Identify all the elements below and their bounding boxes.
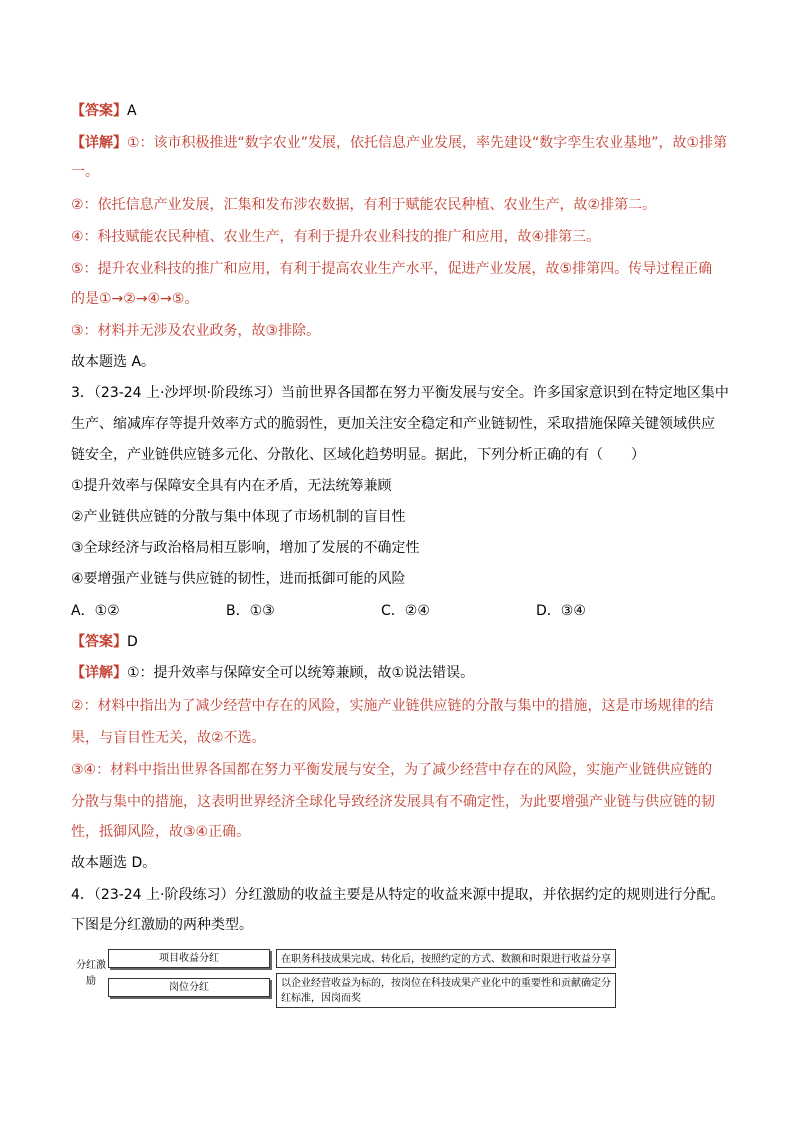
diagram-row-label-2: 岗位分红 xyxy=(108,978,270,997)
q2-detail-line-2: 一。 xyxy=(71,164,99,180)
q2-conclusion: 故本题选 A。 xyxy=(71,354,156,370)
diagram-row-desc-2: 以企业经营收益为标的，按岗位在科技成果产业化中的重要性和贡献确定分红标准，因岗而奖 xyxy=(276,973,616,1008)
q3-statement-4: ④要增强产业链与供应链的韧性，进而抵御可能的风险 xyxy=(71,571,406,587)
q3-statement-2: ②产业链供应链的分散与集中体现了市场机制的盲目性 xyxy=(71,509,406,525)
q2-detail-line-3: ②：依托信息产业发展，汇集和发布涉农数据，有利于赋能农民种植、农业生产，故②排第二。 xyxy=(71,197,657,213)
q3-option-c: C．②④ xyxy=(381,603,430,619)
q3-detail-line-3: 果，与盲目性无关，故②不选。 xyxy=(71,730,266,746)
q3-detail-line-5: 分散与集中的措施，这表明世界经济全球化导致经济发展具有不确定性，为此要增强产业链与供应链的韧 xyxy=(71,794,715,810)
q2-detail-line-5: ⑤：提升农业科技的推广和应用，有利于提高农业生产水平，促进产业发展，故⑤排第四。传导过程正确 xyxy=(71,261,713,277)
detail-tag: 【详解】 xyxy=(71,665,127,681)
detail-tag: 【详解】 xyxy=(71,135,127,151)
q3-detail-line-4: ③④：材料中指出世界各国都在努力平衡发展与安全，为了减少经营中存在的风险，实施产业链供应链的 xyxy=(71,762,713,778)
q3-conclusion: 故本题选 D。 xyxy=(71,855,157,871)
q3-statement-1: ①提升效率与保障安全具有内在矛盾，无法统筹兼顾 xyxy=(71,478,392,494)
q2-detail-line-7: ③：材料并无涉及农业政务，故③排除。 xyxy=(71,323,321,339)
q3-statement-3: ③全球经济与政治格局相互影响，增加了发展的不确定性 xyxy=(71,540,420,556)
q3-stem-line-2: 生产、缩减库存等提升效率方式的脆弱性，更加关注安全稳定和产业链韧性，采取措施保障关键领域供应 xyxy=(71,416,715,432)
q3-option-d: D．③④ xyxy=(536,603,586,619)
q2-answer xyxy=(71,101,731,121)
q4-stem-line-1: 4．（23-24 上·阶段练习）分红激励的收益主要是从特定的收益来源中提取，并依据约定的规则进行分配。 xyxy=(71,887,725,903)
answer-value: A xyxy=(127,103,137,119)
q2-detail-line-4: ④：科技赋能农民种植、农业生产，有利于提升农业科技的推广和应用，故④排第三。 xyxy=(71,229,601,245)
q3-detail-line-6: 性，抵御风险，故③④正确。 xyxy=(71,824,251,840)
q4-stem-line-2: 下图是分红激励的两种类型。 xyxy=(71,917,253,933)
q3-answer xyxy=(71,632,731,652)
detail-text: ①：该市积极推进“数字农业”发展，依托信息产业发展，率先建设“数字孪生农业基地”，故①排第 xyxy=(127,135,728,151)
answer-value: D xyxy=(127,634,138,650)
q3-detail-line-2: ②：材料中指出为了减少经营中存在的风险，实施产业链供应链的分散与集中的措施，这是市场规律的结 xyxy=(71,698,714,714)
detail-text: ①：提升效率与保障安全可以统筹兼顾，故①说法错误。 xyxy=(127,665,475,681)
diagram-side-label: 分红激励 xyxy=(76,960,106,987)
diagram-row-label-1: 项目收益分红 xyxy=(108,949,270,968)
q2-detail-line-6: 的是①→②→④→⑤。 xyxy=(71,291,199,307)
dividend-incentive-diagram xyxy=(76,946,622,1010)
diagram-row-desc-1: 在职务科技成果完成、转化后，按照约定的方式、数额和时限进行收益分享 xyxy=(276,949,616,968)
answer-tag: 【答案】 xyxy=(71,103,127,119)
q3-option-b: B．①③ xyxy=(226,603,275,619)
q3-stem-line-1: 3．（23-24 上·沙坪坝·阶段练习）当前世界各国都在努力平衡发展与安全。许多国家意识到在特定地区集中 xyxy=(71,385,729,401)
q3-stem-line-3: 链安全，产业链供应链多元化、分散化、区域化趋势明显。据此，下列分析正确的有（ ） xyxy=(71,447,645,463)
q2-detail-line-1 xyxy=(71,133,731,153)
q3-option-a: A．①② xyxy=(71,603,120,619)
q3-detail-line-1 xyxy=(71,663,731,683)
answer-tag: 【答案】 xyxy=(71,634,127,650)
